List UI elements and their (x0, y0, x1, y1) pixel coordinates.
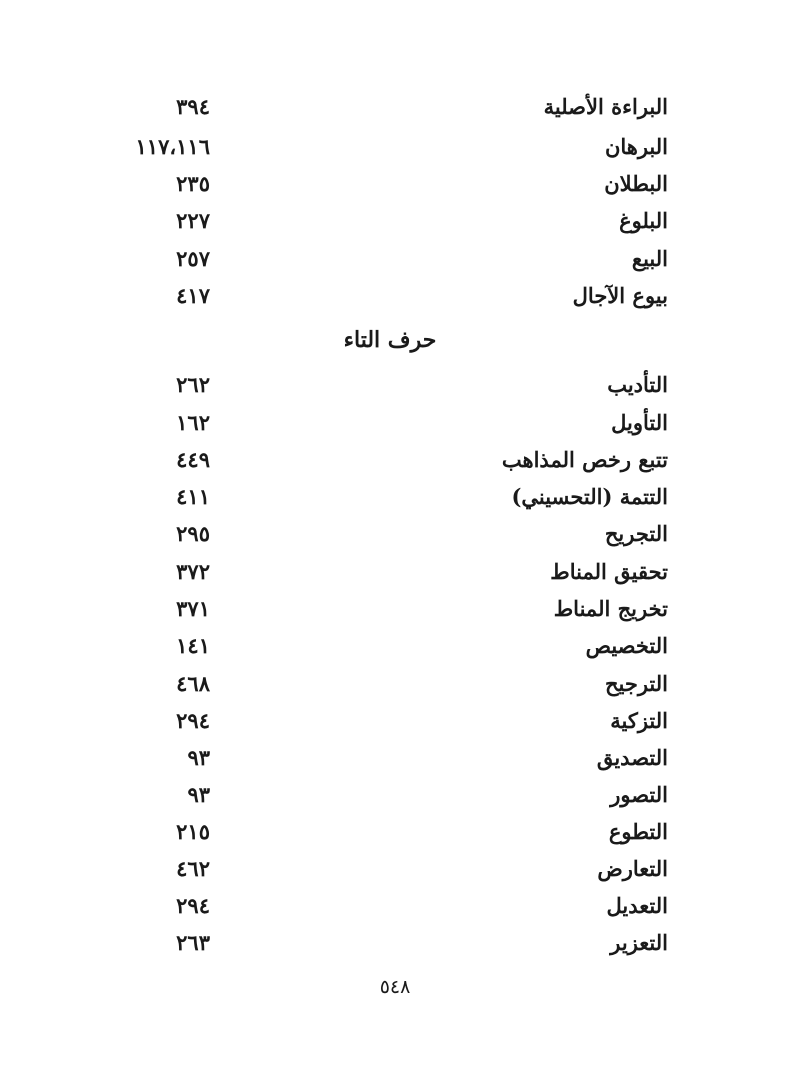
index-entry (110, 130, 668, 164)
index-term: التخصيص (585, 633, 668, 658)
index-page-ref: ٢٩٤ (176, 708, 210, 733)
index-entry (110, 778, 668, 812)
index-entry (110, 741, 668, 775)
index-page-ref: ٣٧٢ (176, 559, 210, 584)
index-term: التعزير (610, 930, 668, 955)
index-term: التأديب (607, 372, 668, 397)
index-term: البطلان (604, 171, 668, 196)
index-page-ref: ٩٣ (187, 782, 210, 807)
index-term: الترجيح (604, 671, 668, 696)
index-entry (110, 815, 668, 849)
index-term: التصور (610, 782, 668, 807)
index-page-ref: ٤١٧ (176, 283, 210, 308)
index-page-ref: ١١٧،١١٦ (135, 134, 210, 159)
index-entry (110, 629, 668, 663)
index-page-ref: ٤٦٨ (176, 671, 210, 696)
section-heading: حرف التاء (343, 327, 437, 353)
index-page-ref: ٤١١ (176, 484, 210, 509)
index-entry (110, 204, 668, 238)
index-term: التطوع (608, 819, 668, 844)
index-entry (110, 90, 668, 124)
index-entry (110, 406, 668, 440)
index-entry (110, 279, 668, 313)
index-entry (110, 889, 668, 923)
index-term: التعارض (597, 856, 668, 881)
index-page-ref: ٢٢٧ (176, 208, 210, 233)
index-page-ref: ١٦٢ (176, 410, 210, 435)
index-page-ref: ٢١٥ (176, 819, 210, 844)
index-term: البلوغ (619, 208, 668, 233)
index-entry (110, 704, 668, 738)
index-entry (110, 852, 668, 886)
index-term: تحقيق المناط (550, 559, 668, 584)
index-term: البراءة الأصلية (543, 94, 668, 119)
index-page-ref: ١٤١ (176, 633, 210, 658)
index-entry (110, 368, 668, 402)
index-entry (110, 167, 668, 201)
index-term: التصديق (596, 745, 668, 770)
index-term: البرهان (604, 134, 668, 159)
index-page-ref: ٤٤٩ (176, 447, 210, 472)
index-page-ref: ٣٧١ (176, 596, 210, 621)
index-entry (110, 555, 668, 589)
index-term: التعديل (606, 893, 668, 918)
index-page-ref: ٢٦٣ (176, 930, 210, 955)
index-term: تخريج المناط (553, 596, 668, 621)
index-term: التتمة (التحسيني) (511, 484, 668, 509)
index-entry (110, 517, 668, 551)
index-page-ref: ٤٦٢ (176, 856, 210, 881)
index-page-ref: ٢٣٥ (176, 171, 210, 196)
index-page-ref: ٢٩٥ (176, 521, 210, 546)
index-entry (110, 242, 668, 276)
index-entry (110, 667, 668, 701)
index-entry (110, 480, 668, 514)
index-term: التجريح (604, 521, 668, 546)
index-term: التزكية (610, 708, 668, 733)
page-number: ٥٤٨ (379, 976, 411, 998)
index-page-ref: ٩٣ (187, 745, 210, 770)
index-entry (110, 592, 668, 626)
index-page-ref: ٣٩٤ (176, 94, 210, 119)
index-term: البيع (631, 246, 668, 271)
index-page-ref: ٢٦٢ (176, 372, 210, 397)
index-term: التأويل (611, 410, 668, 435)
index-entry (110, 926, 668, 960)
index-term: بيوع الآجال (572, 283, 668, 308)
index-entry (110, 443, 668, 477)
index-page-ref: ٢٩٤ (176, 893, 210, 918)
index-page-ref: ٢٥٧ (176, 246, 210, 271)
index-term: تتبع رخص المذاهب (501, 447, 668, 472)
